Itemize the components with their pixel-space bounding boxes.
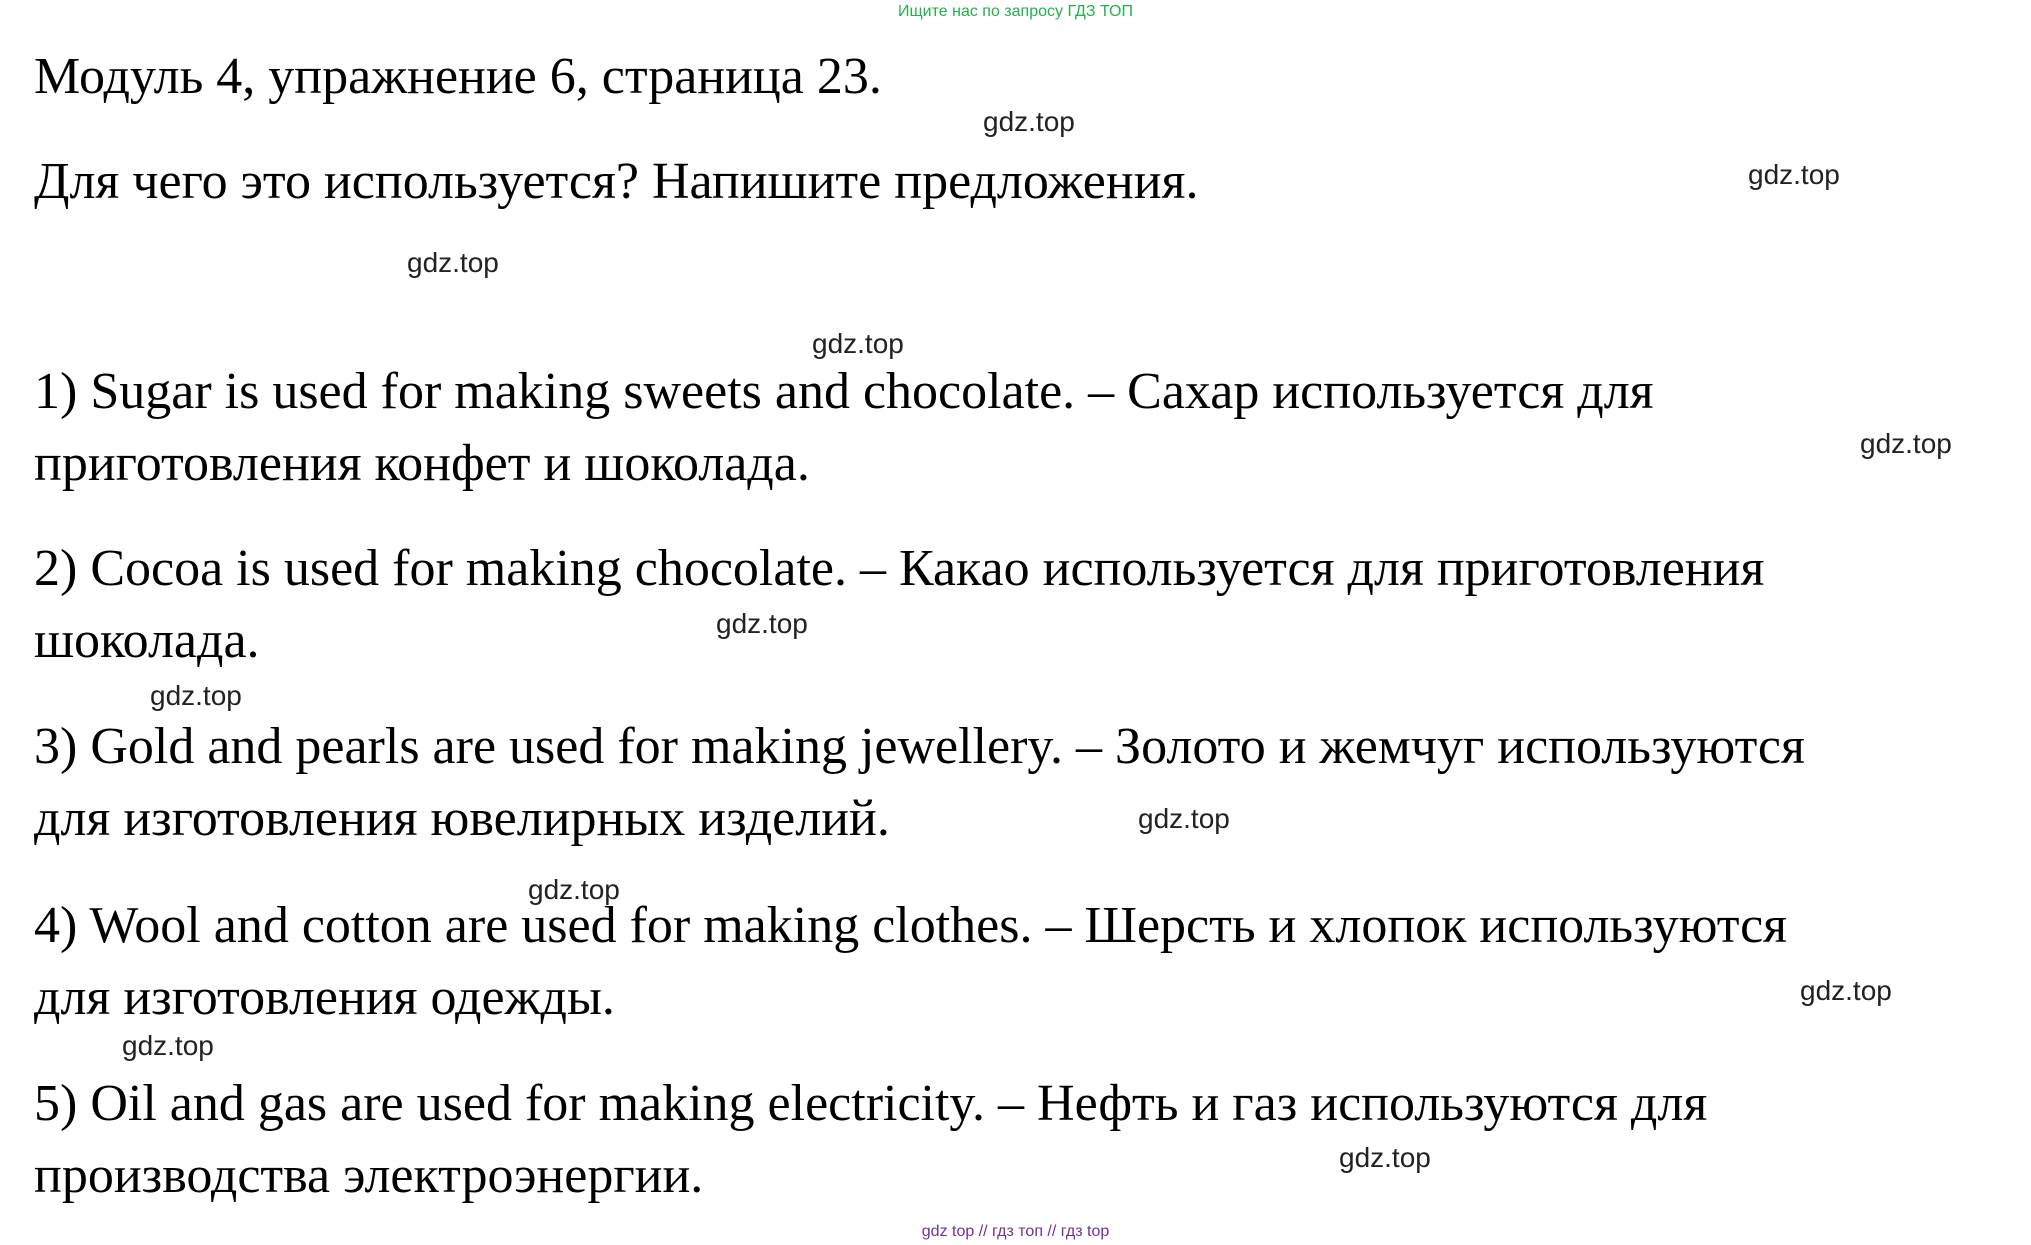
watermark: gdz.top	[122, 1030, 214, 1061]
answer-5-line-2: производства электроэнергии.	[34, 1147, 704, 1204]
top-banner: Ищите нас по запросу ГДЗ ТОП	[898, 3, 1133, 20]
watermark: gdz.top	[1138, 803, 1230, 834]
answer-5-line-1: 5) Oil and gas are used for making electricity. – Нефть и газ используются для	[34, 1075, 1708, 1132]
watermark: gdz.top	[812, 328, 904, 359]
watermark: gdz.top	[1748, 159, 1840, 190]
watermark: gdz.top	[528, 874, 620, 905]
answer-1-line-2: приготовления конфет и шоколада.	[34, 435, 810, 492]
watermark: gdz.top	[1800, 975, 1892, 1006]
watermark: gdz.top	[983, 106, 1075, 137]
answer-1-line-1: 1) Sugar is used for making sweets and chocolate. – Сахар используется для	[34, 363, 1654, 420]
answer-3-line-1: 3) Gold and pearls are used for making jewellery. – Золото и жемчуг используются	[34, 718, 1805, 775]
watermark: gdz.top	[1339, 1142, 1431, 1173]
footer-text: gdz top // гдз топ // гдз top	[921, 1223, 1110, 1240]
answer-3-line-2: для изготовления ювелирных изделий.	[34, 790, 890, 847]
watermark: gdz.top	[150, 680, 242, 711]
answer-4-line-1: 4) Wool and cotton are used for making clothes. – Шерсть и хлопок используются	[34, 897, 1788, 954]
answer-4-line-2: для изготовления одежды.	[34, 969, 615, 1026]
instruction-text: Для чего это используется? Напишите предложения.	[34, 153, 1199, 210]
watermark: gdz.top	[407, 247, 499, 278]
answer-2-line-1: 2) Cocoa is used for making chocolate. – Какао используется для приготовления	[34, 540, 1765, 597]
watermark: gdz.top	[716, 608, 808, 639]
answer-2-line-2: шоколада.	[34, 612, 260, 669]
page-title: Модуль 4, упражнение 6, страница 23.	[34, 48, 882, 105]
watermark: gdz.top	[1860, 428, 1952, 459]
